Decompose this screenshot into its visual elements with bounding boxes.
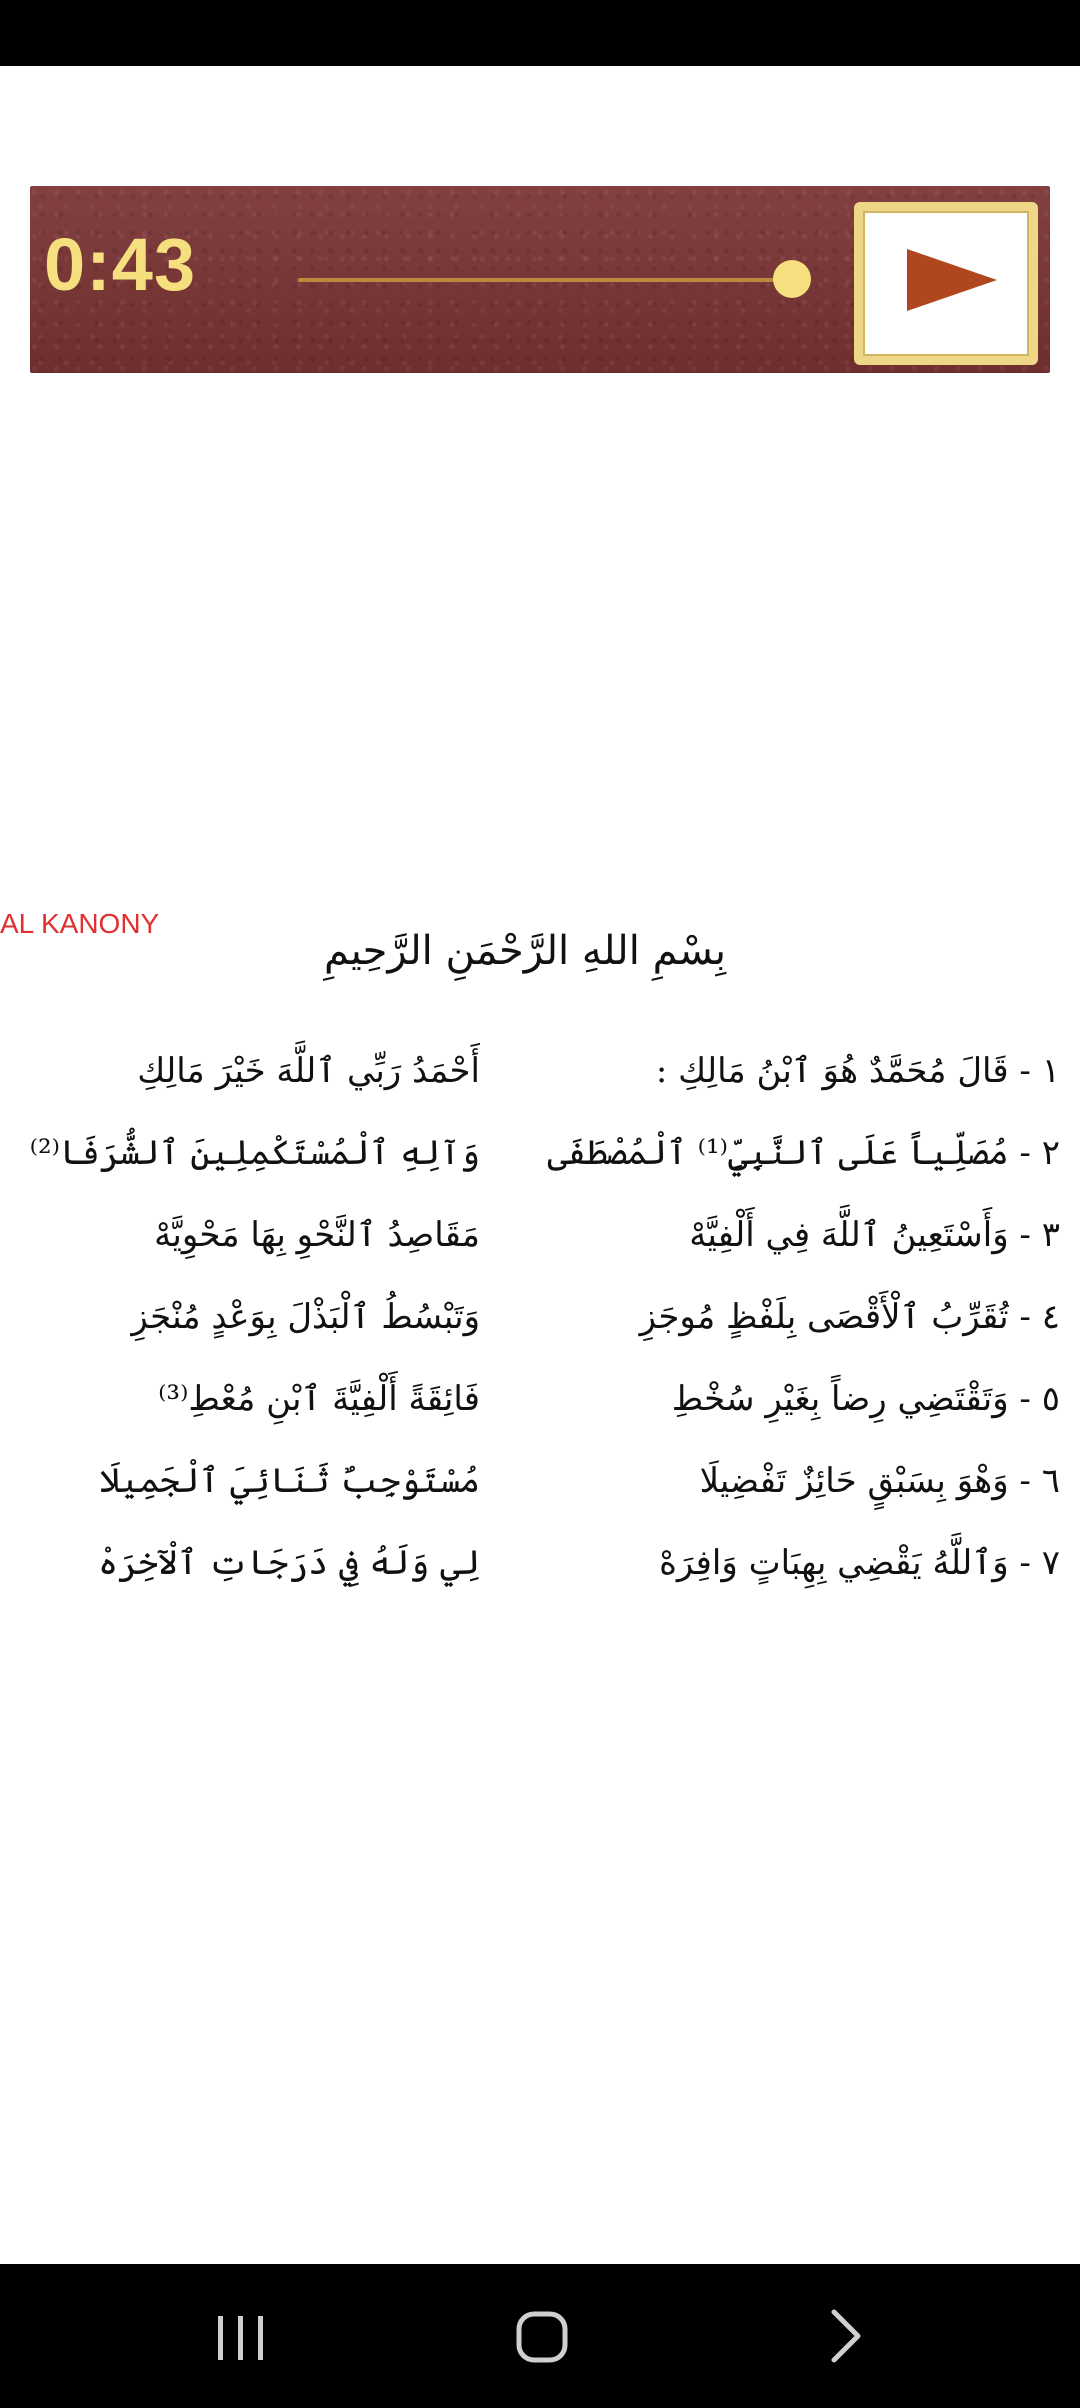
elapsed-time: 0:43: [44, 223, 197, 306]
verse-row: [0, 1522, 1080, 1604]
verse-first-hemistich: ٢ - مُصَلِّياً عَلَى ٱلنَّبِيِّ⁽¹⁾ ٱلْمُصْطَفَى: [547, 1133, 1060, 1173]
verse-second-hemistich: وَتَبْسُطُ ٱلْبَذْلَ بِوَعْدٍ مُنْجَزِ: [131, 1297, 480, 1337]
verse-row: [0, 1030, 1080, 1112]
verse-first-hemistich: ٦ - وَهْوَ بِسَبْقٍ حَائِزٌ تَفْضِيلَا: [699, 1461, 1060, 1501]
verse-row: [0, 1194, 1080, 1276]
verse-row: [0, 1358, 1080, 1440]
play-icon: [907, 245, 997, 315]
verse-second-hemistich: مَقَاصِدُ ٱلنَّحْوِ بِهَا مَحْوِيَّهْ: [154, 1215, 480, 1255]
verse-first-hemistich: ٤ - تُقَرِّبُ ٱلْأَقْصَى بِلَفْظٍ مُوجَزِ: [639, 1297, 1060, 1337]
author-label: AL KANONY: [0, 908, 160, 939]
verse-row: [0, 1112, 1080, 1194]
back-button[interactable]: [800, 2294, 890, 2378]
home-icon: [497, 2294, 587, 2378]
verse-first-hemistich: ٥ - وَتَقْتَضِي رِضاً بِغَيْرِ سُخْطِ: [671, 1379, 1060, 1419]
verse-second-hemistich: مُسْتَوْجِبٌ ثَنَائِيَ ٱلْجَمِيلَا: [99, 1461, 480, 1501]
navigation-bar: [0, 2264, 1080, 2408]
verse-first-hemistich: ١ - قَالَ مُحَمَّدٌ هُوَ ٱبْنُ مَالِكِ :: [655, 1051, 1060, 1091]
verse-first-hemistich: ٣ - وَأَسْتَعِينُ ٱللَّهَ فِي أَلْفِيَّهْ: [689, 1215, 1060, 1255]
seek-thumb[interactable]: [773, 260, 811, 298]
poem-verses: [0, 1030, 1080, 1604]
verse-first-hemistich: ٧ - وَٱللَّهُ يَقْضِي بِهِبَاتٍ وَافِرَهْ: [659, 1543, 1060, 1583]
basmala: [323, 906, 726, 996]
audio-player: [30, 186, 1050, 373]
recents-icon: [196, 2294, 286, 2378]
home-button[interactable]: [497, 2294, 587, 2378]
verse-second-hemistich: لِي وَلَهُ فِي دَرَجَاتِ ٱلْآخِرَهْ: [98, 1543, 480, 1583]
play-button[interactable]: [854, 202, 1038, 365]
back-icon: [800, 2294, 890, 2378]
seek-track[interactable]: [298, 278, 808, 282]
verse-row: [0, 1440, 1080, 1522]
basmala-text: بِسْمِ اللهِ الرَّحْمَنِ الرَّحِيمِ: [323, 928, 726, 974]
verse-second-hemistich: فَائِقَةً أَلْفِيَّةَ ٱبْنِ مُعْطِ⁽³⁾: [158, 1379, 480, 1419]
verse-row: [0, 1276, 1080, 1358]
verse-second-hemistich: أَحْمَدُ رَبِّي ٱللَّهَ خَيْرَ مَالِكِ: [137, 1051, 480, 1091]
verse-second-hemistich: وَآلِهِ ٱلْمُسْتَكْمِلِينَ ٱلشُّرَفَا⁽²⁾: [29, 1133, 480, 1173]
status-bar: [0, 0, 1080, 66]
recents-button[interactable]: [196, 2294, 286, 2378]
